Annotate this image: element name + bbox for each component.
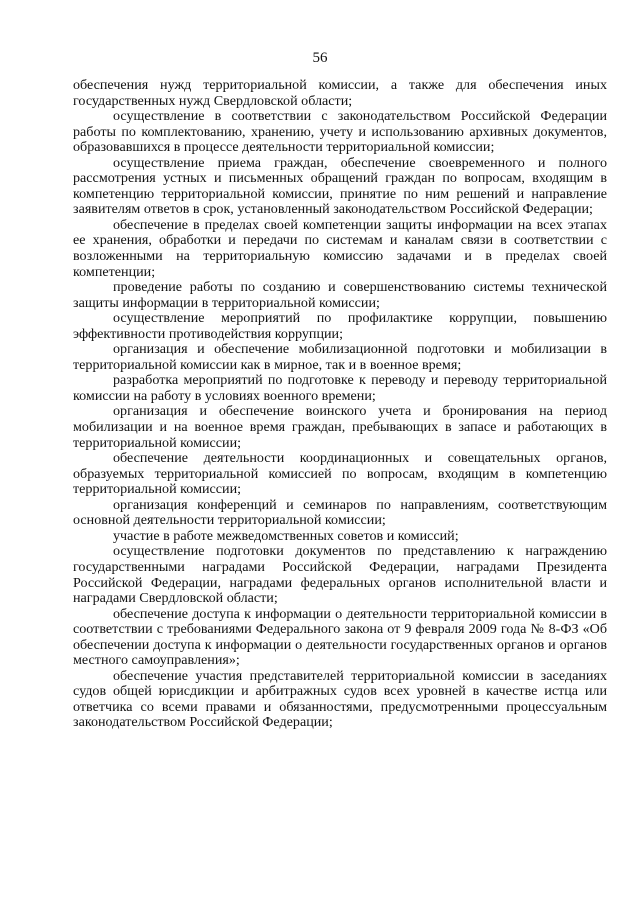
paragraph: осуществление подготовки документов по представлению к награждению государственными наградами Российской Федерации, наградами Президента Российской Федерации, наградами федеральных органов исполнительной власти и наградами Свердловской области; [73, 543, 607, 607]
paragraph: организация и обеспечение мобилизационной подготовки и мобилизации в территориальной комиссии как в мирное, так и в военное время; [73, 341, 607, 373]
paragraph: обеспечение в пределах своей компетенции защиты информации на всех этапах ее хранения, обработки и передачи по системам и каналам связи в соответствии с возложенными на территориальную комиссию задачами и в пределах своей компетенции; [73, 216, 607, 280]
paragraph: проведение работы по созданию и совершенствованию системы технической защиты информации в территориальной комиссии; [73, 279, 607, 311]
paragraph: обеспечение участия представителей территориальной комиссии в заседаниях судов общей юрисдикции и арбитражных судов всех уровней в качестве истца или ответчика со всеми правами и обязанностями, предусмотренными процессуальным законодательством Российской Федерации; [73, 667, 607, 731]
paragraph: участие в работе межведомственных советов и комиссий; [113, 527, 459, 544]
document-body [73, 78, 607, 731]
paragraph: обеспечение деятельности координационных и совещательных органов, образуемых территориальной комиссией по вопросам, входящим в компетенцию территориальной комиссии; [73, 450, 607, 498]
paragraph: осуществление в соответствии с законодательством Российской Федерации работы по комплектованию, хранению, учету и использованию архивных документов, образовавшихся в процессе деятельности территориальной комиссии; [73, 108, 607, 156]
page-number: 56 [312, 50, 328, 66]
paragraph: организация и обеспечение воинского учета и бронирования на период мобилизации и на военное время граждан, пребывающих в запасе и работающих в территориальной комиссии; [73, 403, 607, 451]
paragraph: обеспечения нужд территориальной комиссии, а также для обеспечения иных государственных нужд Свердловской области; [73, 77, 607, 109]
paragraph: осуществление мероприятий по профилактике коррупции, повышению эффективности противодействия коррупции; [73, 310, 607, 342]
paragraph: обеспечение доступа к информации о деятельности территориальной комиссии в соответствии с требованиями Федерального закона от 9 февраля 2009 года № 8-ФЗ «Об обеспечении доступа к информации о деятельности государственных органов и органов местного самоуправления»; [73, 605, 607, 669]
paragraph: осуществление приема граждан, обеспечение своевременного и полного рассмотрения устных и письменных обращений граждан по вопросам, входящим в компетенцию территориальной комиссии, принятие по ним решений и направление заявителям ответов в срок, установленный законодательством Российской Федерации; [73, 154, 607, 218]
paragraph: организация конференций и семинаров по направлениям, соответствующим основной деятельности территориальной комиссии; [73, 496, 607, 529]
paragraph: разработка мероприятий по подготовке к переводу и переводу территориальной комиссии на работу в условиях военного времени; [73, 372, 607, 404]
